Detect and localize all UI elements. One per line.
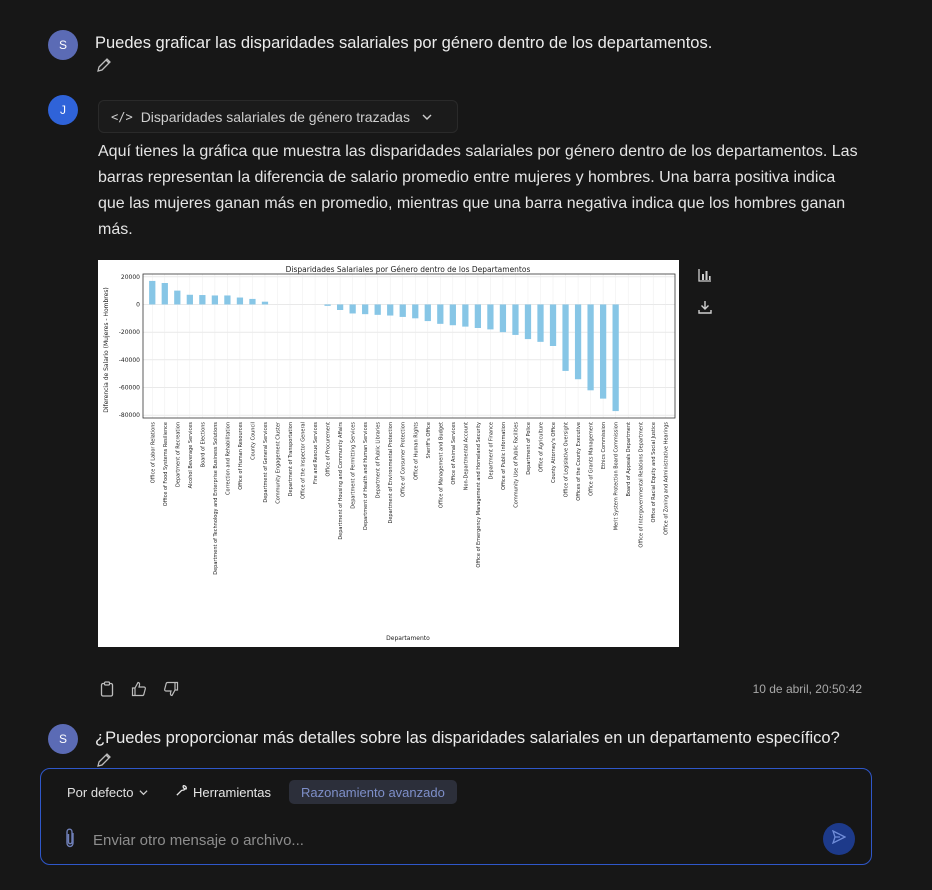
chart-bar (262, 302, 268, 305)
x-tick-label: Merit System Protection Board Commission (613, 422, 620, 531)
chart-x-axis-label: Departamento (386, 635, 430, 642)
wrench-icon (175, 784, 188, 800)
x-tick-label: Department of General Services (262, 422, 269, 503)
advanced-reasoning-toggle[interactable] (289, 780, 457, 804)
pencil-icon[interactable] (96, 57, 112, 73)
tools-button-label: Herramientas (193, 784, 272, 800)
chart-bar (249, 299, 255, 305)
x-tick-label: Department of Public Libraries (375, 422, 382, 499)
x-tick-label: Department of Environmental Protection (388, 422, 395, 524)
assistant-avatar: J (48, 95, 78, 125)
x-tick-label: Board of Elections (200, 422, 207, 468)
user-avatar: S (48, 724, 78, 754)
chart-bar (187, 295, 193, 305)
x-tick-label: Board of Appeals Department (626, 422, 633, 497)
x-tick-label: Department of Recreation (175, 422, 182, 487)
bar-chart (98, 260, 679, 647)
x-tick-label: Department of Permitting Services (350, 422, 357, 509)
code-icon: </> (111, 109, 133, 124)
send-button[interactable] (823, 823, 855, 855)
message-input[interactable] (91, 829, 795, 851)
x-tick-label: Office of Legislative Oversight (563, 422, 570, 498)
x-tick-label: County Council (250, 422, 257, 460)
user-message: ¿Puedes proporcionar más detalles sobre las disparidades salariales en un departamento específico? (95, 729, 840, 747)
chevron-down-icon (422, 109, 432, 125)
chart-bar (324, 304, 330, 305)
x-tick-label: Department of Transportation (288, 422, 295, 497)
x-tick-label: Alcohol Beverage Services (187, 422, 194, 489)
x-tick-label: Department of Housing and Community Affairs (338, 422, 345, 540)
y-tick-label: -40000 (118, 356, 140, 364)
model-selector[interactable] (59, 780, 156, 804)
chart-bar (575, 304, 581, 379)
x-tick-label: Ethics Commission (601, 422, 608, 470)
x-tick-label: Department of Health and Human Services (363, 422, 370, 530)
chart-bar (425, 304, 431, 321)
chart-bar (613, 304, 619, 411)
chart-bar (550, 304, 556, 346)
x-tick-label: Office of Intergovernmental Relations Department (638, 422, 645, 548)
chart-bar (224, 295, 230, 304)
chart-bar (400, 304, 406, 316)
chart-y-axis-label: Diferencia de Salario (Mujeres - Hombres) (103, 287, 110, 413)
tools-button[interactable] (167, 780, 279, 804)
chart-bar (375, 304, 381, 314)
download-icon[interactable] (694, 296, 716, 318)
chart-bar (199, 295, 205, 304)
x-tick-label: County Attorney's Office (551, 422, 558, 484)
x-tick-label: Office of Management and Budget (438, 422, 445, 509)
chart-bar (412, 304, 418, 318)
y-tick-label: -80000 (118, 412, 140, 420)
x-tick-label: Office of Food Systems Resilience (162, 422, 169, 507)
x-tick-label: Correction and Rehabilitation (225, 422, 232, 495)
chart-bar (174, 291, 180, 305)
x-tick-label: Sheriff's Office (425, 422, 432, 459)
chart-bar (337, 304, 343, 310)
chart-bar (525, 304, 531, 339)
chart-bar (362, 304, 368, 314)
message-timestamp: 10 de abril, 20:50:42 (752, 682, 862, 696)
y-tick-label: 20000 (120, 273, 140, 281)
advanced-reasoning-label: Razonamiento avanzado (301, 784, 445, 800)
chart-bar (487, 304, 493, 329)
x-tick-label: Community Use of Public Facilities (513, 422, 520, 508)
x-tick-label: Office of Human Rights (413, 422, 420, 480)
x-tick-label: Office of Zoning and Administrative Hearings (663, 422, 670, 535)
chart-bar (387, 304, 393, 315)
message-actions (98, 680, 180, 698)
user-message: Puedes graficar las disparidades salariales por género dentro de los departamentos. (95, 34, 713, 52)
x-tick-label: Office of Grants Management (588, 422, 595, 496)
chart-bar (512, 304, 518, 334)
x-tick-label: Office of Public Information (500, 422, 507, 490)
message-composer (40, 768, 872, 865)
chart-bar (537, 304, 543, 341)
y-tick-label: -60000 (118, 384, 140, 392)
chart-bar (149, 281, 155, 305)
chart-bar (450, 304, 456, 325)
tool-result-label: Disparidades salariales de género trazadas (140, 108, 410, 125)
x-tick-label: Non-Departmental Account (463, 422, 470, 491)
chart-bar (162, 283, 168, 304)
paperclip-icon[interactable] (63, 827, 77, 854)
chart-bar (562, 304, 568, 370)
tool-result-toggle[interactable] (98, 100, 458, 133)
x-tick-label: Office of Procurement (325, 422, 332, 477)
x-tick-label: Office of Agriculture (538, 422, 545, 473)
chart-bar (212, 295, 218, 304)
x-tick-label: Office of Racial Equity and Social Justice (651, 422, 658, 523)
x-tick-label: Offices of the County Executive (576, 422, 583, 501)
chevron-down-icon (139, 785, 148, 800)
chart-bar (587, 304, 593, 390)
clipboard-icon[interactable] (98, 680, 116, 698)
chart-bar (475, 304, 481, 328)
x-tick-label: Office of Consumer Protection (400, 422, 407, 497)
bar-chart-icon[interactable] (694, 264, 716, 286)
send-icon (832, 830, 846, 849)
x-tick-label: Department of Police (525, 422, 532, 475)
chart-image (98, 260, 679, 647)
x-tick-label: Department of Technology and Enterprise Business Solutions (212, 422, 219, 575)
chart-bar (600, 304, 606, 398)
x-tick-label: Office of Human Resources (237, 422, 244, 490)
y-tick-label: -20000 (118, 329, 140, 337)
x-tick-label: Office of Emergency Management and Homeland Security (475, 422, 482, 568)
model-selector-label: Por defecto (67, 784, 134, 800)
thumbs-up-icon[interactable] (130, 680, 148, 698)
x-tick-label: Fire and Rescue Services (313, 422, 320, 485)
thumbs-down-icon[interactable] (162, 680, 180, 698)
assistant-answer: Aquí tienes la gráfica que muestra las disparidades salariales por género dentro de los departamentos. Las barras representan la diferencia de salario promedio entre mujeres y hombres. Una barra positiva indica que las mujeres ganan más en promedio, mientras que una barra negativa indica que los hombres ganan más. (98, 143, 858, 238)
x-tick-label: Community Engagement Cluster (275, 422, 282, 504)
chart-bar (350, 304, 356, 313)
x-tick-label: Department of Finance (488, 422, 495, 480)
chart-bar (237, 298, 243, 305)
x-tick-label: Office of Animal Services (450, 422, 457, 485)
user-avatar: S (48, 30, 78, 60)
x-tick-label: Office of the Inspector General (300, 422, 307, 500)
chart-bar (462, 304, 468, 326)
pencil-icon[interactable] (96, 752, 112, 768)
x-tick-label: Office of Labor Relations (150, 422, 157, 484)
chart-bar (437, 304, 443, 323)
y-tick-label: 0 (136, 301, 140, 309)
chart-bar (500, 304, 506, 332)
chart-title: Disparidades Salariales por Género dentro de los Departamentos (285, 265, 531, 274)
